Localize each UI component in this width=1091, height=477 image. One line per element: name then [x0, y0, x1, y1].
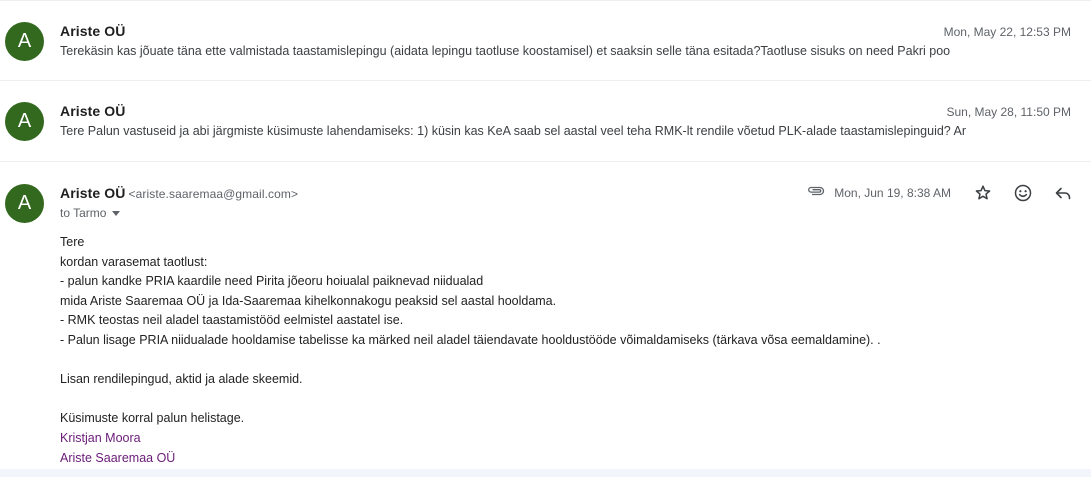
sender-name: Ariste OÜ [60, 185, 126, 201]
star-icon [971, 181, 995, 205]
collapsed-message[interactable] [0, 81, 1091, 162]
star-button[interactable] [971, 181, 995, 205]
recipient-label: to Tarmo [60, 206, 107, 220]
message-date: Mon, Jun 19, 8:38 AM [834, 186, 951, 200]
signature-name: Kristjan Moora [60, 430, 141, 445]
body-line: kordan varasemat taotlust: [60, 254, 208, 269]
recipient-details-toggle[interactable] [60, 206, 120, 220]
body-line: mida Ariste Saaremaa OÜ ja Ida-Saaremaa kihelkonnakogu peaksid sel aastal hooldama. [60, 293, 557, 308]
sender-email: <ariste.saaremaa@gmail.com> [128, 187, 299, 201]
message-snippet: Terekäsin kas jõuate täna ette valmistada taastamislepingu (aidata lepingu taotluse koostamisel) et saaksin selle täna esitada?Taotluse sisuks on need Pakri poo [60, 44, 951, 58]
reply-icon [1051, 181, 1075, 205]
thread-bottom-divider [0, 469, 1091, 477]
add-reaction-button[interactable] [1011, 181, 1035, 205]
message-snippet: Tere Palun vastuseid ja abi järgmiste küsimuste lahendamiseks: 1) küsin kas KeA saab sel aastal veel teha RMK-lt rendile võetud PLK-alade taastamislepinguid? Ar [60, 124, 967, 138]
emoji-icon [1011, 181, 1035, 205]
sender-header [60, 185, 298, 201]
body-line: - Palun lisage PRIA niidualade hooldamise tabelisse ka märked neil aladel täiendavate hooldustööde võimaldamiseks (tärkava võsa eemaldamine). . [60, 332, 881, 347]
blank-line [60, 390, 1060, 410]
sender-name: Ariste OÜ [60, 23, 126, 39]
sender-name: Ariste OÜ [60, 103, 126, 119]
body-line: Lisan rendilepingud, aktid ja alade skeemid. [60, 372, 303, 387]
blank-line [60, 351, 1060, 371]
body-line: Tere [60, 235, 85, 249]
paperclip-icon [807, 184, 825, 196]
message-actions [781, 181, 1081, 205]
expanded-message [0, 163, 1091, 469]
message-body [60, 233, 1060, 468]
avatar: A [5, 184, 44, 223]
avatar: A [5, 22, 44, 61]
message-date: Mon, May 22, 12:53 PM [943, 25, 1071, 39]
body-line: Küsimuste korral palun helistage. [60, 411, 245, 426]
signature-company: Ariste Saaremaa OÜ [60, 450, 176, 465]
reply-button[interactable] [1051, 181, 1075, 205]
body-line: - palun kandke PRIA kaardile need Pirita jõeoru hoiualal paiknevad niidualad [60, 274, 484, 289]
body-line: - RMK teostas neil aladel taastamistööd eelmistel aastatel ise. [60, 313, 404, 328]
message-date: Sun, May 28, 11:50 PM [946, 105, 1071, 119]
avatar: A [5, 102, 44, 141]
chevron-down-icon [112, 211, 120, 216]
collapsed-message[interactable] [0, 0, 1091, 81]
